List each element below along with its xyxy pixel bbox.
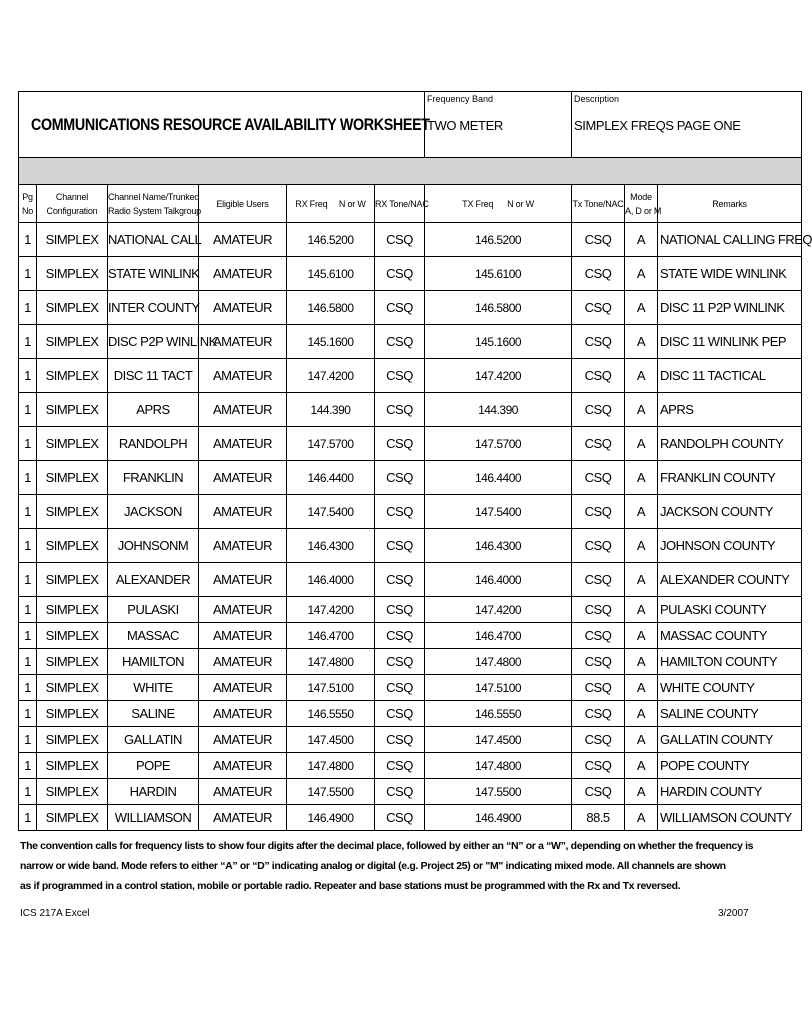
cell-tx-freq: 146.5200 [425,223,572,257]
cell-pg: 1 [19,805,37,831]
column-header-row [19,185,802,223]
cell-remarks: DISC 11 P2P WINLINK [658,291,802,325]
cell-mode: A [625,529,658,563]
cell-pg: 1 [19,727,37,753]
cell-remarks: HAMILTON COUNTY [658,649,802,675]
col-rx-freq [287,185,375,223]
cell-tx-tone: CSQ [572,223,625,257]
cell-tx-tone: CSQ [572,701,625,727]
cell-rx-tone: CSQ [375,701,425,727]
cell-rx-tone: CSQ [375,257,425,291]
cell-rx-tone: CSQ [375,461,425,495]
cell-rx-freq: 146.4900 [287,805,375,831]
table-row [19,495,802,529]
col-channel-name-line1: Channel Name/Trunked [108,191,200,202]
cell-remarks: RANDOLPH COUNTY [658,427,802,461]
cell-tx-tone: CSQ [572,675,625,701]
cell-remarks: POPE COUNTY [658,753,802,779]
table-row [19,563,802,597]
cell-tx-tone: CSQ [572,649,625,675]
form-id: ICS 217A Excel [20,908,90,919]
cell-mode: A [625,649,658,675]
cell-rx-freq: 146.4300 [287,529,375,563]
cell-rx-tone: CSQ [375,727,425,753]
cell-tx-freq: 146.4900 [425,805,572,831]
cell-pg: 1 [19,779,37,805]
cell-tx-tone: CSQ [572,623,625,649]
cell-rx-freq: 146.4700 [287,623,375,649]
cell-tx-freq: 147.5400 [425,495,572,529]
cell-remarks: PULASKI COUNTY [658,597,802,623]
cell-rx-tone: CSQ [375,623,425,649]
table-row [19,393,802,427]
table-row [19,257,802,291]
cell-remarks: WILLIAMSON COUNTY [658,805,802,831]
cell-mode: A [625,393,658,427]
table-row [19,701,802,727]
cell-rx-freq: 147.5400 [287,495,375,529]
cell-rx-tone: CSQ [375,359,425,393]
cell-rx-freq: 146.4000 [287,563,375,597]
note-line-1: The convention calls for frequency lists to show four digits after the decimal place, followed by either an “N” or a “W”, depending on whether the frequency is [20,840,754,852]
cell-tx-tone: CSQ [572,495,625,529]
cell-remarks: DISC 11 WINLINK PEP [658,325,802,359]
cell-tx-freq: 147.4200 [425,597,572,623]
col-remarks: Remarks [658,185,802,223]
cell-rx-tone: CSQ [375,649,425,675]
cell-mode: A [625,805,658,831]
cell-rx-freq: 146.5550 [287,701,375,727]
cell-pg: 1 [19,291,37,325]
cell-tx-tone: 88.5 [572,805,625,831]
cell-users: AMATEUR [199,597,287,623]
cell-mode: A [625,563,658,597]
col-mode [625,185,662,223]
cell-config: SIMPLEX [37,649,108,675]
convention-note [20,836,755,896]
cell-pg: 1 [19,649,37,675]
col-rx-nw-label: N or W [338,198,366,209]
cell-rx-freq: 146.5200 [287,223,375,257]
cell-rx-freq: 147.5500 [287,779,375,805]
table-row [19,291,802,325]
cell-config: SIMPLEX [37,623,108,649]
col-tx-tone: Tx Tone/NAC [572,185,625,223]
cell-mode: A [625,597,658,623]
cell-mode: A [625,359,658,393]
cell-pg: 1 [19,461,37,495]
table-row [19,359,802,393]
table-row [19,223,802,257]
cell-config: SIMPLEX [37,291,108,325]
cell-config: SIMPLEX [37,675,108,701]
cell-channel-name: STATE WINLINK [108,257,199,291]
cell-rx-tone: CSQ [375,529,425,563]
cell-rx-freq: 147.4200 [287,359,375,393]
cell-pg: 1 [19,597,37,623]
gray-band [19,158,802,185]
cell-config: SIMPLEX [37,753,108,779]
cell-remarks: APRS [658,393,802,427]
worksheet [18,91,812,831]
cell-tx-tone: CSQ [572,597,625,623]
cell-remarks: MASSAC COUNTY [658,623,802,649]
cell-rx-freq: 147.4500 [287,727,375,753]
cell-pg: 1 [19,701,37,727]
cell-tx-tone: CSQ [572,393,625,427]
cell-tx-tone: CSQ [572,563,625,597]
note-line-2: narrow or wide band. Mode refers to either “A” or “D” indicating analog or digital (e.g. Project 25) or "M" indicating mixed mode. All channels are shown [20,860,726,872]
cell-remarks: STATE WIDE WINLINK [658,257,802,291]
cell-channel-name: JOHNSONM [108,529,199,563]
table-row [19,675,802,701]
description-value: SIMPLEX FREQS PAGE ONE [574,118,741,133]
cell-users: AMATEUR [199,675,287,701]
cell-rx-freq: 144.390 [287,393,375,427]
cell-tx-tone: CSQ [572,779,625,805]
worksheet-title [19,92,430,158]
cell-rx-freq: 147.4800 [287,753,375,779]
cell-rx-tone: CSQ [375,805,425,831]
cell-tx-freq: 146.5550 [425,701,572,727]
cell-channel-name: RANDOLPH [108,427,199,461]
col-channel-config [37,185,108,223]
cell-remarks: SALINE COUNTY [658,701,802,727]
cell-config: SIMPLEX [37,393,108,427]
cell-config: SIMPLEX [37,563,108,597]
cell-pg: 1 [19,495,37,529]
cell-mode: A [625,427,658,461]
cell-channel-name: WILLIAMSON [108,805,199,831]
frequency-band-cell [425,92,572,158]
cell-mode: A [625,727,658,753]
cell-users: AMATEUR [199,325,287,359]
col-channel-config-line1: Channel [55,191,89,202]
cell-channel-name: DISC P2P WINLINK [108,325,199,359]
table-row [19,779,802,805]
cell-rx-tone: CSQ [375,563,425,597]
cell-pg: 1 [19,359,37,393]
cell-users: AMATEUR [199,529,287,563]
cell-tx-freq: 146.5800 [425,291,572,325]
cell-channel-name: INTER COUNTY [108,291,199,325]
description-cell [572,92,802,158]
cell-remarks: GALLATIN COUNTY [658,727,802,753]
cell-tx-tone: CSQ [572,325,625,359]
cell-tx-freq: 146.4400 [425,461,572,495]
col-pg-no-line2: No [21,205,34,216]
cell-rx-freq: 146.4400 [287,461,375,495]
cell-pg: 1 [19,393,37,427]
cell-users: AMATEUR [199,805,287,831]
cell-channel-name: PULASKI [108,597,199,623]
cell-channel-name: APRS [108,393,199,427]
cell-channel-name: SALINE [108,701,199,727]
table-row [19,727,802,753]
cell-remarks: DISC 11 TACTICAL [658,359,802,393]
cell-pg: 1 [19,427,37,461]
cell-config: SIMPLEX [37,223,108,257]
col-pg-no [19,185,37,223]
cell-mode: A [625,257,658,291]
col-channel-name-line2: Radio System Talkgroup [108,205,201,216]
cell-tx-freq: 146.4300 [425,529,572,563]
table-row [19,805,802,831]
cell-users: AMATEUR [199,257,287,291]
cell-rx-freq: 147.5700 [287,427,375,461]
cell-tx-freq: 145.6100 [425,257,572,291]
cell-config: SIMPLEX [37,727,108,753]
cell-rx-freq: 147.4800 [287,649,375,675]
cell-remarks: JOHNSON COUNTY [658,529,802,563]
cell-pg: 1 [19,223,37,257]
cell-config: SIMPLEX [37,701,108,727]
note-line-3: as if programmed in a control station, mobile or portable radio. Repeater and base stations must be programmed with the Rx and Tx reversed. [20,880,681,892]
cell-rx-tone: CSQ [375,325,425,359]
table-row [19,753,802,779]
cell-rx-tone: CSQ [375,779,425,805]
cell-rx-tone: CSQ [375,427,425,461]
table-row [19,597,802,623]
cell-mode: A [625,495,658,529]
cell-config: SIMPLEX [37,529,108,563]
cell-mode: A [625,701,658,727]
cell-rx-tone: CSQ [375,291,425,325]
col-pg-no-line1: Pg [22,191,33,202]
col-rx-freq-label: RX Freq [295,198,328,209]
cell-remarks: JACKSON COUNTY [658,495,802,529]
cell-tx-freq: 146.4700 [425,623,572,649]
cell-channel-name: MASSAC [108,623,199,649]
cell-tx-freq: 145.1600 [425,325,572,359]
cell-rx-tone: CSQ [375,675,425,701]
cell-pg: 1 [19,623,37,649]
col-tx-freq [425,185,572,223]
cell-pg: 1 [19,563,37,597]
cell-mode: A [625,753,658,779]
cell-remarks: FRANKLIN COUNTY [658,461,802,495]
cell-users: AMATEUR [199,563,287,597]
cell-remarks: ALEXANDER COUNTY [658,563,802,597]
cell-mode: A [625,623,658,649]
description-label: Description [574,94,620,104]
cell-channel-name: POPE [108,753,199,779]
cell-tx-freq: 147.5100 [425,675,572,701]
cell-mode: A [625,325,658,359]
cell-tx-freq: 146.4000 [425,563,572,597]
cell-tx-freq: 147.4800 [425,753,572,779]
cell-pg: 1 [19,675,37,701]
cell-channel-name: FRANKLIN [108,461,199,495]
cell-tx-tone: CSQ [572,753,625,779]
form-date: 3/2007 [718,908,749,919]
cell-users: AMATEUR [199,291,287,325]
cell-tx-tone: CSQ [572,427,625,461]
cell-mode: A [625,223,658,257]
table-row [19,461,802,495]
cell-tx-tone: CSQ [572,257,625,291]
cell-remarks: WHITE COUNTY [658,675,802,701]
worksheet-table [18,91,812,831]
cell-pg: 1 [19,257,37,291]
col-rx-tone: RX Tone/NAC [375,185,425,223]
cell-channel-name: HAMILTON [108,649,199,675]
cell-tx-freq: 147.4800 [425,649,572,675]
cell-rx-freq: 147.4200 [287,597,375,623]
cell-tx-freq: 147.4500 [425,727,572,753]
cell-pg: 1 [19,753,37,779]
cell-tx-tone: CSQ [572,529,625,563]
cell-users: AMATEUR [199,495,287,529]
cell-tx-tone: CSQ [572,291,625,325]
cell-channel-name: ALEXANDER [108,563,199,597]
cell-users: AMATEUR [199,753,287,779]
cell-remarks: HARDIN COUNTY [658,779,802,805]
cell-rx-freq: 146.5800 [287,291,375,325]
cell-users: AMATEUR [199,727,287,753]
cell-config: SIMPLEX [37,597,108,623]
cell-channel-name: HARDIN [108,779,199,805]
cell-rx-tone: CSQ [375,223,425,257]
cell-pg: 1 [19,325,37,359]
col-mode-line1: Mode [630,191,652,202]
cell-rx-freq: 145.6100 [287,257,375,291]
cell-users: AMATEUR [199,359,287,393]
table-row [19,325,802,359]
cell-rx-freq: 147.5100 [287,675,375,701]
cell-users: AMATEUR [199,393,287,427]
cell-config: SIMPLEX [37,359,108,393]
cell-channel-name: DISC 11 TACT [108,359,199,393]
cell-tx-tone: CSQ [572,461,625,495]
col-tx-nw-label: N or W [507,198,534,209]
table-row [19,529,802,563]
col-mode-line2: A, D or M [625,205,662,216]
cell-config: SIMPLEX [37,325,108,359]
channel-rows [19,223,812,831]
cell-channel-name: WHITE [108,675,199,701]
cell-config: SIMPLEX [37,461,108,495]
cell-channel-name: GALLATIN [108,727,199,753]
cell-mode: A [625,461,658,495]
cell-rx-freq: 145.1600 [287,325,375,359]
cell-users: AMATEUR [199,461,287,495]
cell-tx-freq: 147.5500 [425,779,572,805]
frequency-band-value: TWO METER [427,118,503,133]
cell-config: SIMPLEX [37,805,108,831]
table-row [19,427,802,461]
gray-band-row [19,158,802,185]
table-row [19,623,802,649]
cell-channel-name: NATIONAL CALL [108,223,199,257]
cell-users: AMATEUR [199,649,287,675]
cell-config: SIMPLEX [37,495,108,529]
cell-mode: A [625,779,658,805]
frequency-band-label: Frequency Band [427,94,494,104]
table-row [19,649,802,675]
col-tx-freq-label: TX Freq [462,198,494,209]
cell-rx-tone: CSQ [375,597,425,623]
cell-rx-tone: CSQ [375,393,425,427]
cell-users: AMATEUR [199,779,287,805]
col-channel-name [108,185,199,223]
cell-tx-tone: CSQ [572,359,625,393]
cell-config: SIMPLEX [37,779,108,805]
cell-rx-tone: CSQ [375,495,425,529]
cell-users: AMATEUR [199,427,287,461]
col-channel-config-line2: Configuration [46,205,98,216]
cell-config: SIMPLEX [37,257,108,291]
cell-channel-name: JACKSON [108,495,199,529]
cell-mode: A [625,291,658,325]
cell-tx-tone: CSQ [572,727,625,753]
cell-users: AMATEUR [199,623,287,649]
cell-tx-freq: 147.4200 [425,359,572,393]
cell-tx-freq: 144.390 [425,393,572,427]
cell-pg: 1 [19,529,37,563]
cell-mode: A [625,675,658,701]
cell-users: AMATEUR [199,701,287,727]
cell-config: SIMPLEX [37,427,108,461]
cell-tx-freq: 147.5700 [425,427,572,461]
cell-users: AMATEUR [199,223,287,257]
cell-remarks: NATIONAL CALLING FREQ [658,223,802,257]
title-row [19,92,802,158]
worksheet-title-text: COMMUNICATIONS RESOURCE AVAILABILITY WORKSHEET [31,114,430,134]
col-eligible-users: Eligible Users [199,185,287,223]
cell-rx-tone: CSQ [375,753,425,779]
